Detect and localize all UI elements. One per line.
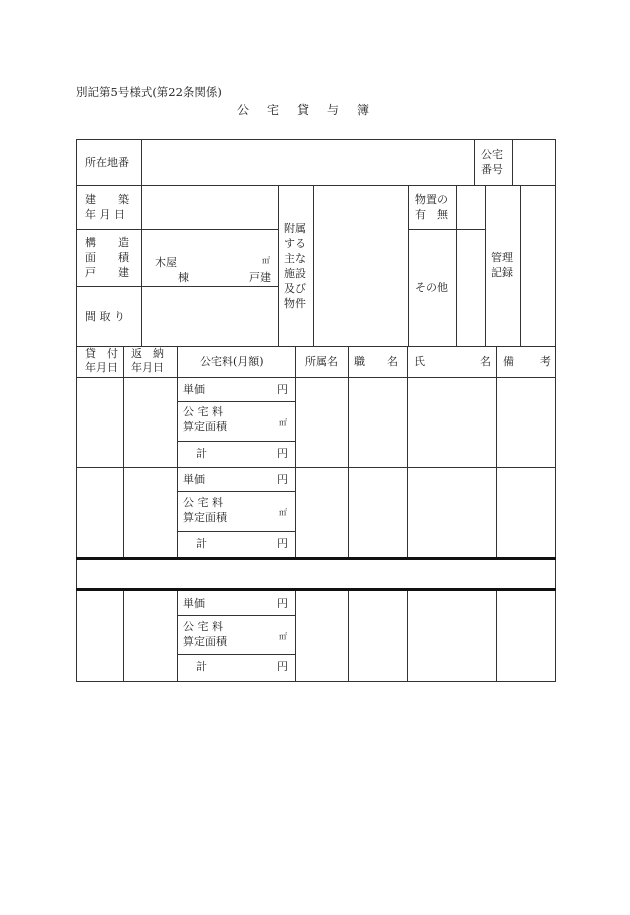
lend-date-header-2: 年月日 xyxy=(85,361,118,374)
unit-price-label: 単価 xyxy=(183,597,205,610)
annex-line: 物件 xyxy=(284,297,306,310)
built-date-label-2: 年 月 日 xyxy=(85,208,125,221)
ridge-label: 棟 xyxy=(178,271,189,284)
form-caption: 別記第5号様式(第22条関係) xyxy=(76,85,222,99)
fee-area-label-2: 算定面積 xyxy=(183,420,227,433)
location-label: 所在地番 xyxy=(85,156,129,169)
house-number-label-2: 番号 xyxy=(481,163,503,176)
yen-unit: 円 xyxy=(277,660,288,673)
title-char-1: 公 xyxy=(237,103,250,117)
other-label: その他 xyxy=(415,281,448,294)
fee-area-label-2: 算定面積 xyxy=(183,635,227,648)
title-char-2: 宅 xyxy=(267,103,280,117)
annex-line: する xyxy=(284,237,306,250)
total-label: 計 xyxy=(196,447,207,460)
yen-unit: 円 xyxy=(277,447,288,460)
title-char-4: 与 xyxy=(327,103,340,117)
note-header-b: 考 xyxy=(540,355,551,368)
name-header-a: 氏 xyxy=(414,355,425,368)
yen-unit: 円 xyxy=(277,383,288,396)
fee-header: 公宅料(月額) xyxy=(200,355,264,368)
area-label: 面 積 xyxy=(85,251,129,264)
job-title-header: 職 名 xyxy=(354,355,398,368)
annex-line: 及び xyxy=(284,282,306,295)
return-date-header-2: 年月日 xyxy=(131,361,164,374)
units-label: 戸 建 xyxy=(85,266,129,279)
management-label-1: 管理 xyxy=(491,251,513,264)
yen-unit: 円 xyxy=(277,597,288,610)
page-title xyxy=(237,103,387,117)
total-label: 計 xyxy=(196,660,207,673)
total-label: 計 xyxy=(196,537,207,550)
storage-label-1: 物置の xyxy=(415,193,448,206)
fee-area-label-1: 公 宅 料 xyxy=(183,620,223,633)
fee-area-label-2: 算定面積 xyxy=(183,511,227,524)
fee-area-label-1: 公 宅 料 xyxy=(183,405,223,418)
unit-price-label: 単価 xyxy=(183,473,205,486)
layout-label: 間 取 り xyxy=(85,310,125,323)
sqm-unit: ㎡ xyxy=(262,256,270,265)
title-char-5: 簿 xyxy=(357,103,370,117)
sqm-unit: ㎡ xyxy=(279,508,287,517)
storage-label-2: 有 無 xyxy=(415,208,448,221)
management-label-2: 記録 xyxy=(491,266,513,279)
house-number-label-1: 公宅 xyxy=(481,148,503,161)
unit-price-label: 単価 xyxy=(183,383,205,396)
structure-label: 構 造 xyxy=(85,236,129,249)
built-date-label-1: 建 築 xyxy=(85,193,129,206)
fee-area-label-1: 公 宅 料 xyxy=(183,496,223,509)
lend-date-header-1: 貸 付 xyxy=(85,347,118,360)
annex-line: 主な xyxy=(284,252,306,265)
title-char-3: 貸 xyxy=(297,103,310,117)
return-date-header-1: 返 納 xyxy=(131,347,164,360)
note-header-a: 備 xyxy=(503,355,514,368)
units-unit: 戸建 xyxy=(249,271,271,284)
annex-line: 施設 xyxy=(284,267,306,280)
name-header-b: 名 xyxy=(480,355,491,368)
yen-unit: 円 xyxy=(277,473,288,486)
wooden-label: 木屋 xyxy=(155,256,177,269)
annex-line: 附属 xyxy=(284,222,306,235)
sqm-unit: ㎡ xyxy=(279,632,287,641)
department-header: 所属名 xyxy=(305,355,338,368)
yen-unit: 円 xyxy=(277,537,288,550)
annex-label xyxy=(284,221,306,311)
sqm-unit: ㎡ xyxy=(279,418,287,427)
